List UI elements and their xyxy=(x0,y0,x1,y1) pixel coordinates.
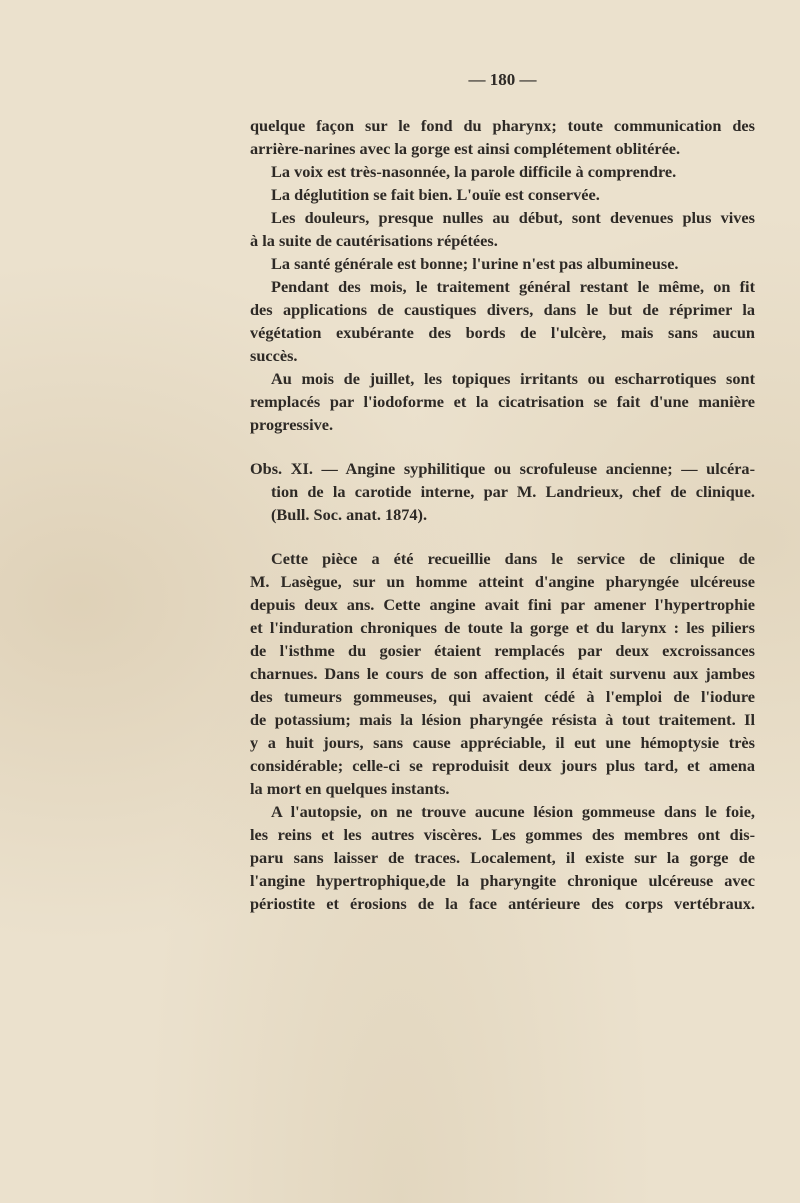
text-line: tion de la carotide interne, par M. Landrieux, chef de clinique. xyxy=(271,482,755,501)
text-line: et l'induration chroniques de toute la gorge et du larynx : les piliers xyxy=(250,618,755,637)
text-line: des applications de caustiques divers, dans le but de réprimer la xyxy=(250,300,755,319)
text-line: y a huit jours, sans cause appréciable, il eut une hémoptysie très xyxy=(250,733,755,752)
text-line: de potassium; mais la lésion pharyngée résista à tout traitement. Il xyxy=(250,710,755,729)
text-line: paru sans laisser de traces. Localement, il existe sur la gorge de xyxy=(250,848,755,867)
text-line: Au mois de juillet, les topiques irritants ou escharrotiques sont xyxy=(271,369,755,388)
text-line: arrière-narines avec la gorge est ainsi complétement oblitérée. xyxy=(250,139,681,158)
text-line: considérable; celle-ci se reproduisit deux jours plus tard, et amena xyxy=(250,756,755,775)
observation-heading: Obs. XI. — Angine syphilitique ou scrofuleuse ancienne; — ulcéra- xyxy=(250,459,755,478)
text-line: (Bull. Soc. anat. 1874). xyxy=(271,505,428,524)
text-line: progressive. xyxy=(250,415,334,434)
text-line: Cette pièce a été recueillie dans le service de clinique de xyxy=(271,549,755,568)
text-line: A l'autopsie, on ne trouve aucune lésion gommeuse dans le foie, xyxy=(271,802,755,821)
text-line: la mort en quelques instants. xyxy=(250,779,450,798)
text-line: succès. xyxy=(250,346,298,365)
text-line: des tumeurs gommeuses, qui avaient cédé à l'emploi de l'iodure xyxy=(250,687,755,706)
text-line: végétation exubérante des bords de l'ulcère, mais sans aucun xyxy=(250,323,755,342)
text-line: remplacés par l'iodoforme et la cicatrisation se fait d'une manière xyxy=(250,392,755,411)
text-line: La voix est très-nasonnée, la parole difficile à comprendre. xyxy=(271,162,677,181)
text-line: Les douleurs, presque nulles au début, sont devenues plus vives xyxy=(271,208,755,227)
text-line: l'angine hypertrophique,de la pharyngite chronique ulcéreuse avec xyxy=(250,871,755,890)
text-line: Pendant des mois, le traitement général restant le même, on fit xyxy=(271,277,755,296)
text-line: La déglutition se fait bien. L'ouïe est conservée. xyxy=(271,185,600,204)
page-number: — 180 — xyxy=(468,70,537,89)
text-line: depuis deux ans. Cette angine avait fini par amener l'hypertrophie xyxy=(250,595,755,614)
text-line: périostite et érosions de la face antérieure des corps vertébraux. xyxy=(250,894,755,913)
text-line: à la suite de cautérisations répétées. xyxy=(250,231,498,250)
text-line: de l'isthme du gosier étaient remplacés par deux excroissances xyxy=(250,641,755,660)
text-line: La santé générale est bonne; l'urine n'est pas albumineuse. xyxy=(271,254,679,273)
text-line: quelque façon sur le fond du pharynx; toute communication des xyxy=(250,116,755,135)
text-line: les reins et les autres viscères. Les gommes des membres ont dis- xyxy=(250,825,755,844)
text-line: charnues. Dans le cours de son affection, il était survenu aux jambes xyxy=(250,664,755,683)
text-line: M. Lasègue, sur un homme atteint d'angine pharyngée ulcéreuse xyxy=(250,572,755,591)
